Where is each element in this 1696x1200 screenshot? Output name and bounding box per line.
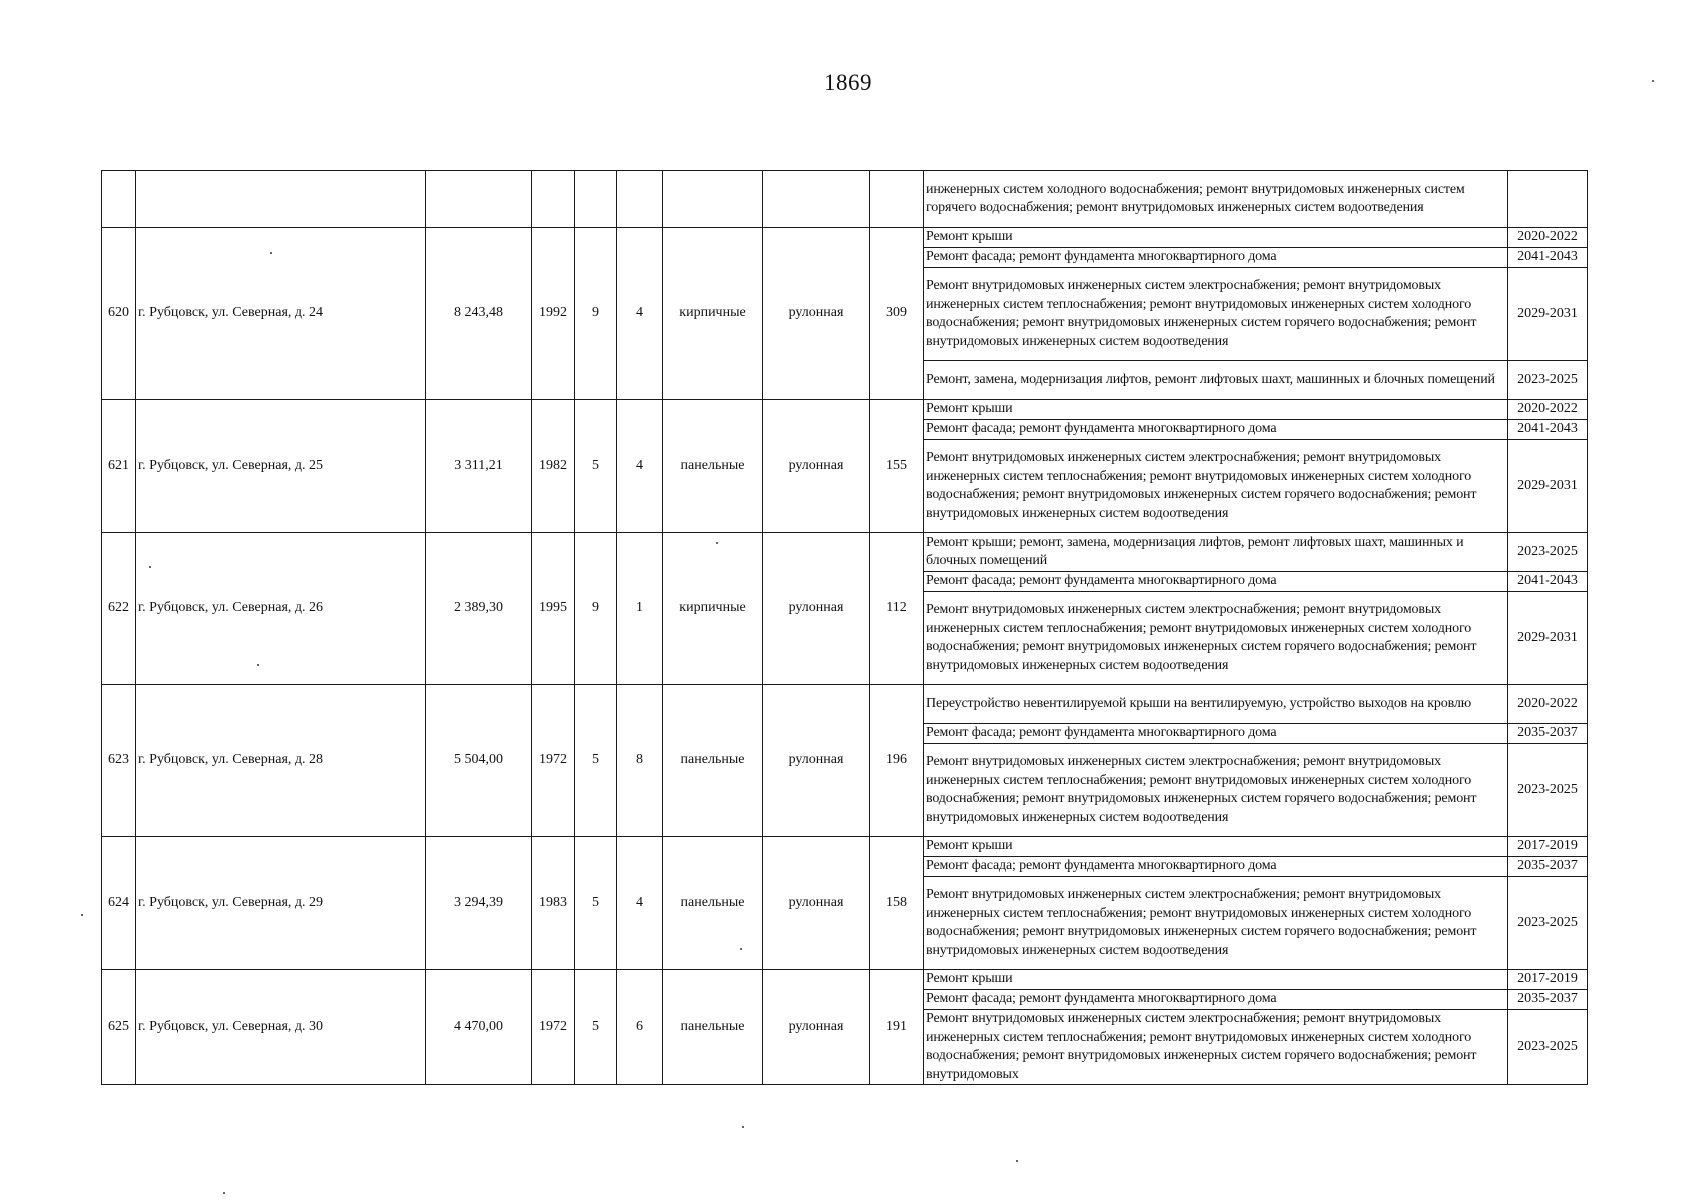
- roof-type: рулонная: [763, 533, 870, 685]
- work-period: 2035-2037: [1508, 857, 1588, 877]
- work-type: Ремонт фасада; ремонт фундамента многоквартирного дома: [924, 420, 1508, 440]
- entrances-count: 4: [617, 228, 663, 400]
- work-type: Ремонт крыши: [924, 400, 1508, 420]
- wall-material: кирпичные: [663, 533, 763, 685]
- address: г. Рубцовск, ул. Северная, д. 30: [136, 970, 426, 1085]
- work-type: Ремонт внутридомовых инженерных систем электроснабжения; ремонт внутридомовых инженерных систем теплоснабжения; ремонт внутридомовых инженерных систем холодного водоснабжения; ремонт внутридомовых инженерных систем горячего водоснабжения; ремонт внутридомовых инженерных систем водоотведения: [924, 592, 1508, 685]
- address: г. Рубцовск, ул. Северная, д. 28: [136, 685, 426, 837]
- work-type: Ремонт, замена, модернизация лифтов, ремонт лифтовых шахт, машинных и блочных помещений: [924, 361, 1508, 400]
- floors-count: 5: [575, 685, 617, 837]
- page-number: 1869: [824, 70, 872, 95]
- capital-repair-table: [101, 170, 1588, 1085]
- work-type: Ремонт крыши; ремонт, замена, модернизация лифтов, ремонт лифтовых шахт, машинных и блочных помещений: [924, 533, 1508, 572]
- floors-count: 5: [575, 400, 617, 533]
- work-period: 2020-2022: [1508, 400, 1588, 420]
- work-type: Ремонт фасада; ремонт фундамента многоквартирного дома: [924, 248, 1508, 268]
- work-type: Ремонт крыши: [924, 837, 1508, 857]
- table-row: [102, 970, 1588, 990]
- entrances-count: 8: [617, 685, 663, 837]
- year-built: 1992: [532, 228, 575, 400]
- year-built: 1983: [532, 837, 575, 970]
- row-number: 622: [102, 533, 136, 685]
- total-area: 8 243,48: [426, 228, 532, 400]
- table-row: [102, 533, 1588, 572]
- scan-speck: [257, 664, 259, 666]
- residents-count: 191: [870, 970, 924, 1085]
- entrances-count: 6: [617, 970, 663, 1085]
- total-area: 3 311,21: [426, 400, 532, 533]
- floors-count: 9: [575, 533, 617, 685]
- work-type: Ремонт фасада; ремонт фундамента многоквартирного дома: [924, 990, 1508, 1010]
- wall-material: панельные: [663, 837, 763, 970]
- work-type: Ремонт фасада; ремонт фундамента многоквартирного дома: [924, 724, 1508, 744]
- scan-speck: [742, 1126, 744, 1128]
- address: г. Рубцовск, ул. Северная, д. 29: [136, 837, 426, 970]
- scan-speck: [740, 948, 742, 950]
- residents-count: 155: [870, 400, 924, 533]
- work-period: 2029-2031: [1508, 268, 1588, 361]
- work-type: Ремонт крыши: [924, 228, 1508, 248]
- wall-material: кирпичные: [663, 228, 763, 400]
- roof-type: рулонная: [763, 837, 870, 970]
- work-period: 2041-2043: [1508, 420, 1588, 440]
- work-type: Ремонт фасада; ремонт фундамента многоквартирного дома: [924, 572, 1508, 592]
- continuation-cell: [870, 171, 924, 228]
- work-type: Ремонт крыши: [924, 970, 1508, 990]
- year-built: 1972: [532, 685, 575, 837]
- work-period: 2029-2031: [1508, 440, 1588, 533]
- residents-count: 196: [870, 685, 924, 837]
- continuation-cell: [575, 171, 617, 228]
- work-type: Ремонт внутридомовых инженерных систем электроснабжения; ремонт внутридомовых инженерных систем теплоснабжения; ремонт внутридомовых инженерных систем холодного водоснабжения; ремонт внутридомовых инженерных систем горячего водоснабжения; ремонт внутридомовых инженерных систем водоотведения: [924, 877, 1508, 970]
- table-body: [102, 171, 1588, 1085]
- wall-material: панельные: [663, 970, 763, 1085]
- continuation-work: инженерных систем холодного водоснабжения; ремонт внутридомовых инженерных систем горячего водоснабжения; ремонт внутридомовых инженерных систем водоотведения: [924, 171, 1508, 228]
- floors-count: 9: [575, 228, 617, 400]
- work-type: Ремонт фасада; ремонт фундамента многоквартирного дома: [924, 857, 1508, 877]
- address: г. Рубцовск, ул. Северная, д. 24: [136, 228, 426, 400]
- row-number: 624: [102, 837, 136, 970]
- roof-type: рулонная: [763, 228, 870, 400]
- year-built: 1995: [532, 533, 575, 685]
- address: г. Рубцовск, ул. Северная, д. 26: [136, 533, 426, 685]
- scan-speck: [270, 252, 272, 254]
- floors-count: 5: [575, 970, 617, 1085]
- work-period: 2023-2025: [1508, 877, 1588, 970]
- entrances-count: 4: [617, 400, 663, 533]
- work-type: Ремонт внутридомовых инженерных систем электроснабжения; ремонт внутридомовых инженерных систем теплоснабжения; ремонт внутридомовых инженерных систем холодного водоснабжения; ремонт внутридомовых инженерных систем горячего водоснабжения; ремонт внутридомовых инженерных систем водоотведения: [924, 440, 1508, 533]
- roof-type: рулонная: [763, 685, 870, 837]
- work-period: 2023-2025: [1508, 361, 1588, 400]
- work-period: 2023-2025: [1508, 1010, 1588, 1085]
- total-area: 2 389,30: [426, 533, 532, 685]
- continuation-period: [1508, 171, 1588, 228]
- residents-count: 112: [870, 533, 924, 685]
- work-type: Ремонт внутридомовых инженерных систем электроснабжения; ремонт внутридомовых инженерных систем теплоснабжения; ремонт внутридомовых инженерных систем холодного водоснабжения; ремонт внутридомовых инженерных систем горячего водоснабжения; ремонт внутридомовых инженерных систем водоотведения: [924, 744, 1508, 837]
- work-type: Ремонт внутридомовых инженерных систем электроснабжения; ремонт внутридомовых инженерных систем теплоснабжения; ремонт внутридомовых инженерных систем холодного водоснабжения; ремонт внутридомовых инженерных систем горячего водоснабжения; ремонт внутридомовых инженерных систем водоотведения: [924, 268, 1508, 361]
- work-period: 2017-2019: [1508, 970, 1588, 990]
- table-row: [102, 400, 1588, 420]
- scan-speck: [1016, 1160, 1018, 1162]
- scan-speck: [149, 566, 151, 568]
- work-type: Ремонт внутридомовых инженерных систем электроснабжения; ремонт внутридомовых инженерных систем теплоснабжения; ремонт внутридомовых инженерных систем холодного водоснабжения; ремонт внутридомовых инженерных систем горячего водоснабжения; ремонт внутридомовых: [924, 1010, 1508, 1085]
- work-period: 2020-2022: [1508, 228, 1588, 248]
- work-period: 2023-2025: [1508, 744, 1588, 837]
- continuation-cell: [136, 171, 426, 228]
- scan-speck: [223, 1192, 225, 1194]
- work-period: 2020-2022: [1508, 685, 1588, 724]
- year-built: 1972: [532, 970, 575, 1085]
- row-number: 621: [102, 400, 136, 533]
- continuation-cell: [763, 171, 870, 228]
- continuation-cell: [426, 171, 532, 228]
- work-type: Переустройство невентилируемой крыши на вентилируемую, устройство выходов на кровлю: [924, 685, 1508, 724]
- wall-material: панельные: [663, 685, 763, 837]
- scan-speck: [1652, 80, 1654, 82]
- work-period: 2035-2037: [1508, 724, 1588, 744]
- row-number: 623: [102, 685, 136, 837]
- entrances-count: 4: [617, 837, 663, 970]
- total-area: 4 470,00: [426, 970, 532, 1085]
- table-row: [102, 837, 1588, 857]
- work-period: 2035-2037: [1508, 990, 1588, 1010]
- scan-speck: [81, 914, 83, 916]
- work-period: 2029-2031: [1508, 592, 1588, 685]
- table-row: [102, 685, 1588, 724]
- wall-material: панельные: [663, 400, 763, 533]
- roof-type: рулонная: [763, 970, 870, 1085]
- entrances-count: 1: [617, 533, 663, 685]
- residents-count: 309: [870, 228, 924, 400]
- row-number: 625: [102, 970, 136, 1085]
- work-period: 2041-2043: [1508, 248, 1588, 268]
- address: г. Рубцовск, ул. Северная, д. 25: [136, 400, 426, 533]
- continuation-cell: [663, 171, 763, 228]
- total-area: 5 504,00: [426, 685, 532, 837]
- floors-count: 5: [575, 837, 617, 970]
- residents-count: 158: [870, 837, 924, 970]
- work-period: 2023-2025: [1508, 533, 1588, 572]
- roof-type: рулонная: [763, 400, 870, 533]
- continuation-cell: [617, 171, 663, 228]
- work-period: 2017-2019: [1508, 837, 1588, 857]
- total-area: 3 294,39: [426, 837, 532, 970]
- year-built: 1982: [532, 400, 575, 533]
- continuation-cell: [532, 171, 575, 228]
- work-period: 2041-2043: [1508, 572, 1588, 592]
- continuation-row: [102, 171, 1588, 228]
- table-row: [102, 228, 1588, 248]
- continuation-cell: [102, 171, 136, 228]
- scan-speck: [716, 542, 718, 544]
- row-number: 620: [102, 228, 136, 400]
